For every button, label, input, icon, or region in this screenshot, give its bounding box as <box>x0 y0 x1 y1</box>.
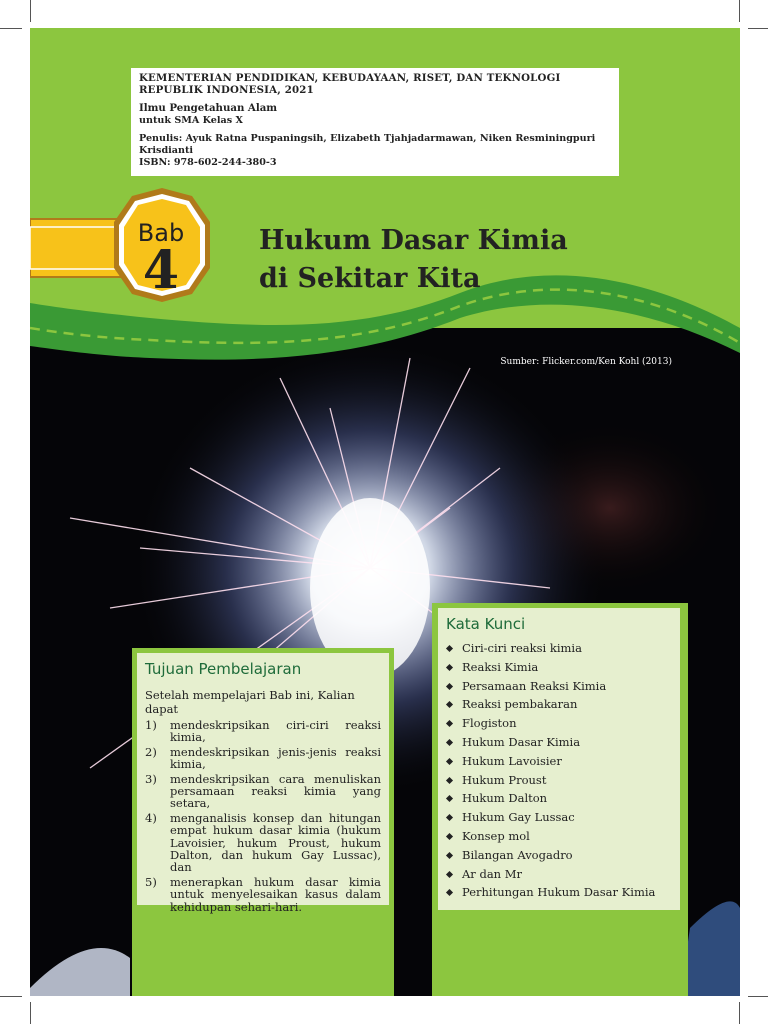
tujuan-item <box>145 746 381 771</box>
kata-kunci-item <box>446 883 672 902</box>
crop-mark <box>30 1002 31 1024</box>
tujuan-item-number: 5) <box>145 874 157 889</box>
tujuan-item-text: mendeskripsikan ciri-ciri reaksi kimia, <box>170 718 381 745</box>
tujuan-title: Tujuan Pembelajaran <box>145 660 302 678</box>
kata-kunci-text: Hukum Dalton <box>462 791 548 806</box>
kata-kunci-text: Hukum Gay Lussac <box>462 810 575 825</box>
kata-kunci-box <box>438 608 680 910</box>
kata-kunci-item <box>446 695 672 714</box>
photo-credit: Sumber: Flicker.com/Ken Kohl (2013) <box>500 357 672 367</box>
book-subtitle: untuk SMA Kelas X <box>139 115 243 126</box>
kata-kunci-text: Hukum Lavoisier <box>462 753 562 768</box>
kata-kunci-list <box>446 639 672 902</box>
bullet-diamond-icon <box>446 701 453 708</box>
bullet-diamond-icon <box>446 889 453 896</box>
chapter-title <box>259 222 568 298</box>
isbn: ISBN: 978-602-244-380-3 <box>139 157 277 168</box>
kata-kunci-item <box>446 789 672 808</box>
tujuan-pembelajaran-box <box>137 653 389 914</box>
tujuan-intro: Setelah mempelajari Bab ini, Kalian dapat <box>145 688 355 716</box>
kata-kunci-item <box>446 771 672 790</box>
kata-kunci-text: Persamaan Reaksi Kimia <box>462 678 607 693</box>
tujuan-pembelajaran-panel <box>132 648 394 996</box>
kata-kunci-item <box>446 846 672 865</box>
tujuan-item <box>145 812 381 874</box>
tujuan-item-text: menerapkan hukum dasar kimia untuk menyelesaikan kasus dalam kehidupan sehari-hari. <box>170 874 381 914</box>
kata-kunci-item <box>446 639 672 658</box>
bullet-diamond-icon <box>446 795 453 802</box>
kata-kunci-text: Flogiston <box>462 716 517 731</box>
bullet-diamond-icon <box>446 814 453 821</box>
bullet-diamond-icon <box>446 833 453 840</box>
tujuan-list <box>145 719 381 913</box>
kata-kunci-text: Reaksi Kimia <box>462 659 539 674</box>
bullet-diamond-icon <box>446 777 453 784</box>
bullet-diamond-icon <box>446 645 453 652</box>
bullet-diamond-icon <box>446 664 453 671</box>
bullet-diamond-icon <box>446 871 453 878</box>
kata-kunci-item <box>446 827 672 846</box>
crop-mark <box>748 996 768 997</box>
kata-kunci-text: Bilangan Avogadro <box>462 847 573 862</box>
book-cover-page <box>30 28 740 996</box>
kata-kunci-text: Konsep mol <box>462 828 530 843</box>
chapter-title-line-1: Hukum Dasar Kimia <box>259 225 568 256</box>
chapter-title-line-2: di Sekitar Kita <box>259 263 481 294</box>
kata-kunci-title: Kata Kunci <box>446 615 526 633</box>
tujuan-item-number: 2) <box>145 744 157 759</box>
kata-kunci-panel <box>432 603 688 996</box>
tujuan-item-text: menganalisis konsep dan hitungan empat hukum dasar kimia (hukum Lavoisier, hukum Proust, hukum Dalton, dan hukum Gay Lussac), dan <box>170 810 381 875</box>
ministry-line-2: REPUBLIK INDONESIA, 2021 <box>139 84 314 96</box>
crop-mark <box>739 1002 740 1024</box>
kata-kunci-text: Reaksi pembakaran <box>462 697 578 712</box>
chapter-label: Bab <box>137 219 185 247</box>
kata-kunci-text: Ciri-ciri reaksi kimia <box>462 641 582 655</box>
bullet-diamond-icon <box>446 683 453 690</box>
crop-mark <box>30 0 31 22</box>
crop-mark <box>739 0 740 22</box>
crop-mark <box>0 996 22 997</box>
tujuan-item-number: 1) <box>145 718 157 732</box>
crop-mark <box>748 28 768 29</box>
ministry-line-1: KEMENTERIAN PENDIDIKAN, KEBUDAYAAN, RISET, DAN TEKNOLOGI <box>139 72 561 84</box>
tujuan-item-number: 3) <box>145 771 157 786</box>
authors: Penulis: Ayuk Ratna Puspaningsih, Elizabeth Tjahjadarmawan, Niken Resminingpuri Krisdianti <box>139 133 596 156</box>
tujuan-item-text: mendeskripsikan cara menuliskan persamaan reaksi kimia yang setara, <box>170 771 381 811</box>
kata-kunci-item <box>446 658 672 677</box>
crop-mark <box>0 28 22 29</box>
tujuan-item-number: 4) <box>145 810 157 825</box>
kata-kunci-item <box>446 677 672 696</box>
kata-kunci-item <box>446 808 672 827</box>
tujuan-item <box>145 876 381 913</box>
kata-kunci-item <box>446 752 672 771</box>
kata-kunci-item <box>446 733 672 752</box>
kata-kunci-text: Perhitungan Hukum Dasar Kimia <box>462 885 656 900</box>
bullet-diamond-icon <box>446 720 453 727</box>
book-title: Ilmu Pengetahuan Alam <box>139 102 278 114</box>
kata-kunci-text: Ar dan Mr <box>462 866 523 881</box>
kata-kunci-text: Hukum Dasar Kimia <box>462 734 581 749</box>
kata-kunci-text: Hukum Proust <box>462 772 547 787</box>
bullet-diamond-icon <box>446 739 453 746</box>
kata-kunci-item <box>446 865 672 884</box>
tujuan-item-text: mendeskripsikan jenis-jenis reaksi kimia, <box>170 744 381 772</box>
chapter-number: 4 <box>142 240 180 301</box>
publisher-info-box <box>131 68 619 176</box>
bullet-diamond-icon <box>446 852 453 859</box>
tujuan-item <box>145 719 381 744</box>
bullet-diamond-icon <box>446 758 453 765</box>
kata-kunci-item <box>446 714 672 733</box>
tujuan-item <box>145 773 381 810</box>
